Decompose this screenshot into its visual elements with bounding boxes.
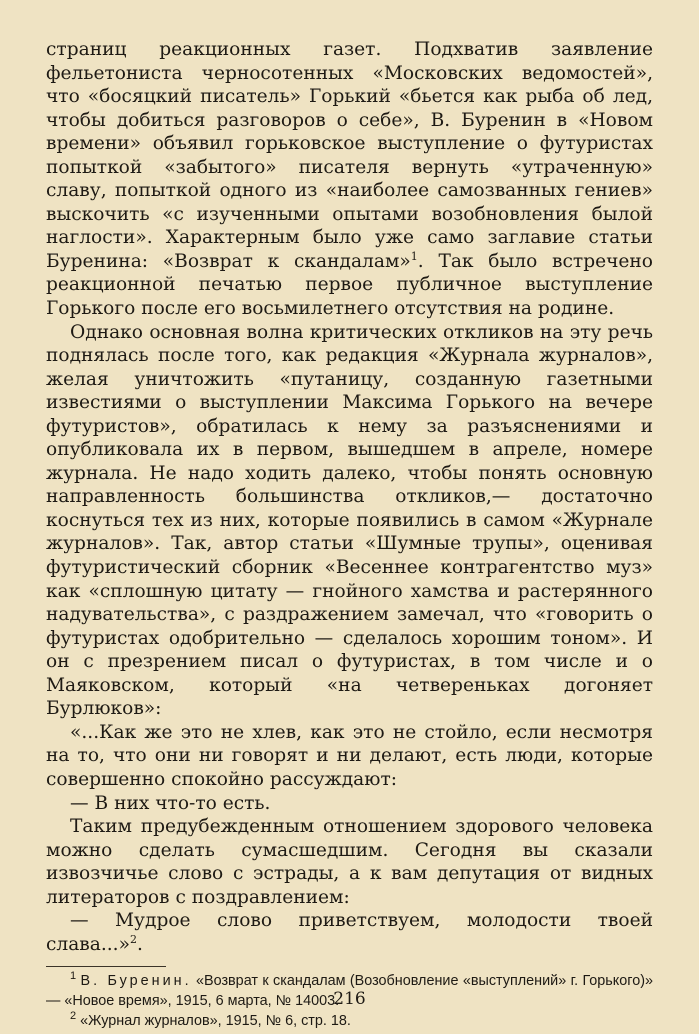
- quote-line: — В них что-то есть.: [70, 792, 271, 814]
- footnote-ref-1: 1: [410, 249, 418, 263]
- paragraph-4: [46, 909, 653, 956]
- page-number: 216: [333, 989, 366, 1009]
- footnote-1-marker: 1: [70, 970, 77, 983]
- footnote-2: [46, 1011, 653, 1031]
- footnote-ref-2: 2: [129, 932, 137, 946]
- page-body: [46, 38, 653, 1031]
- footnote-1-text: «Возврат к скандалам (Возобновление «выступлений» г. Горького)» — «Новое время», 1915, 6 марта, № 14003.: [46, 973, 653, 1010]
- paragraph-4-tail: .: [136, 933, 143, 955]
- paragraph-3: Таким предубежденным отношением здорового человека можно сделать сумасшедшим. Сегодня вы сказали извозчичье слово с эстрады, а к вам депутация от видных литераторов с поздравлением:: [46, 816, 653, 908]
- footnote-2-text: «Журнал журналов», 1915, № 6, стр. 18.: [80, 1013, 351, 1030]
- paragraph-4-text: — Мудрое слово приветствуем, молодости твоей слава...»: [46, 910, 653, 955]
- quote-paragraph: «...Как же это не хлев, как это не стойло, если несмотря на то, что они ни говорят и ни делают, есть люди, которые совершенно спокойно рассуждают:: [46, 721, 653, 790]
- paragraph-1: [46, 38, 653, 321]
- footnote-1-author: В. Буренин.: [80, 973, 192, 990]
- paragraph-1-tail: . Так было встречено реакционной печатью первое публичное выступление Горького после его восьмилетнего отсутствия на родине.: [46, 250, 653, 320]
- footnote-divider: [46, 966, 166, 967]
- paragraph-1-text: страниц реакционных газет. Подхватив заявление фельетониста черносотенных «Московских ведомостей», что «босяцкий писатель» Горький «бьется как рыба об лед, чтобы добиться разговоров о себе», В. Буренин в «Новом времени» объявил горьковское выступление о футуристах попыткой «забытого» писателя вернуть «утраченную» славу, попыткой одного из «наиболее самозванных гениев» выскочить «с изученными опытами возобновления былой наглости». Характерным было уже само заглавие статьи Буренина: «Возврат к скандалам»: [46, 39, 653, 272]
- footnote-2-marker: 2: [70, 1010, 77, 1023]
- paragraph-2: Однако основная волна критических откликов на эту речь поднялась после того, как редакция «Журнала журналов», желая уничтожить «путаницу, созданную газетными известиями о выступлении Максима Горького на вечере футуристов», обратилась к нему за разъяснениями и опубликовала их в первом, вышедшем в апреле, номере журнала. Не надо ходить далеко, чтобы понять основную направленность большинства откликов,— достаточно коснуться тех из них, которые появились в самом «Журнале журналов». Так, автор статьи «Шумные трупы», оценивая футуристический сборник «Весеннее контрагентство муз» как «сплошную цитату — гнойного хамства и растерянного надувательства», с раздражением замечал, что «говорить о футуристах одобрительно — сделалось хорошим тоном». И он с презрением писал о футуристах, в том числе и о Маяковском, который «на четвереньках догоняет Бурлюков»:: [46, 321, 653, 720]
